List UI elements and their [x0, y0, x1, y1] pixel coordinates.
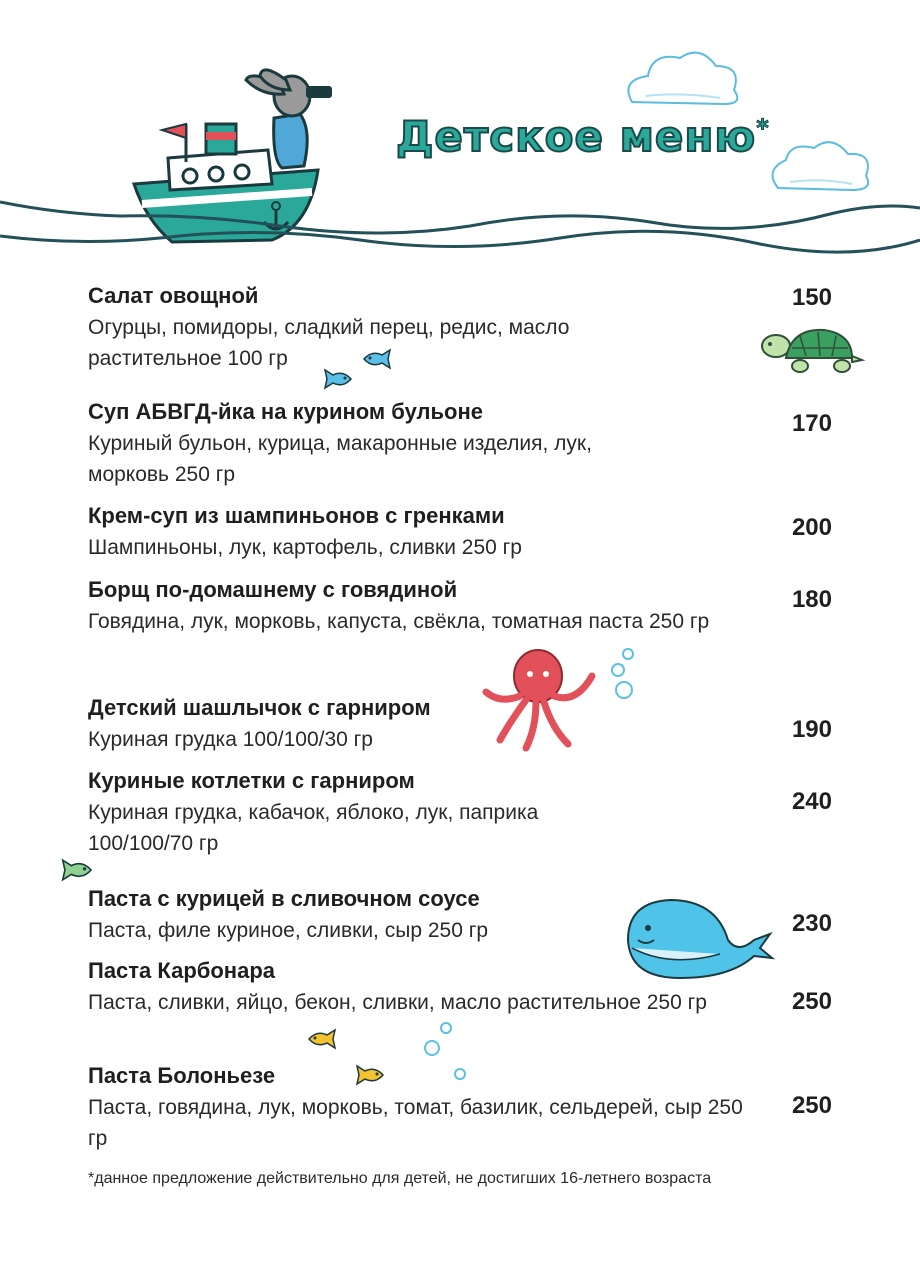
footnote: *данное предложение действительно для детей, не достигших 16-летнего возраста — [88, 1170, 712, 1187]
item-description: Куриный бульон, курица, макаронные изделия, лук, морковь 250 гр — [88, 432, 592, 486]
bubble-icon — [420, 1020, 468, 1084]
item-price: 230 — [791, 910, 832, 937]
item-name: Детский шашлычок с гарниром — [88, 695, 431, 720]
item-price: 150 — [791, 284, 832, 311]
item-description: Куриная грудка, кабачок, яблоко, лук, паприка 100/100/70 гр — [88, 801, 539, 855]
item-name: Паста Карбонара — [88, 958, 275, 983]
item-name: Паста Болоньезе — [88, 1063, 276, 1088]
fish-icon — [354, 1064, 388, 1086]
wave-line — [0, 202, 920, 233]
item-description: Говядина, лук, морковь, капуста, свёкла, томатная паста 250 гр — [88, 610, 710, 633]
cloud-icon — [773, 142, 869, 190]
item-name: Салат овощной — [88, 283, 259, 308]
fish-icon — [322, 368, 356, 390]
item-price: 250 — [791, 1092, 832, 1119]
item-price: 240 — [791, 788, 832, 815]
item-name: Борщ по-домашнему с говядиной — [88, 577, 458, 602]
item-price: 200 — [791, 514, 832, 541]
item-price: 170 — [791, 410, 832, 437]
item-price: 180 — [791, 586, 832, 613]
item-description: Куриная грудка 100/100/30 гр — [88, 728, 373, 751]
menu-item — [88, 280, 768, 374]
menu-item — [88, 692, 768, 755]
item-price: 250 — [791, 988, 832, 1015]
item-price: 190 — [791, 716, 832, 743]
item-name: Куриные котлетки с гарниром — [88, 768, 415, 793]
menu-item — [88, 574, 768, 637]
item-description: Шампиньоны, лук, картофель, сливки 250 гр — [88, 536, 522, 559]
menu-item — [88, 765, 768, 859]
page-title — [396, 112, 770, 161]
fish-icon — [60, 858, 96, 882]
fish-icon — [304, 1028, 338, 1050]
bubble-icon — [608, 644, 638, 704]
item-description: Огурцы, помидоры, сладкий перец, редис, масло растительное 100 гр — [88, 316, 570, 370]
item-description: Паста, сливки, яйцо, бекон, сливки, масло растительное 250 гр — [88, 991, 707, 1014]
item-description: Паста, говядина, лук, морковь, томат, базилик, сельдерей, сыр 250 гр — [88, 1096, 743, 1150]
wave-line — [0, 231, 920, 252]
octopus-icon — [480, 644, 600, 754]
fish-icon — [360, 348, 392, 370]
turtle-icon — [756, 322, 866, 378]
title-asterisk: * — [756, 114, 770, 142]
whale-icon — [620, 888, 776, 984]
menu-item — [88, 500, 768, 563]
item-description: Паста, филе куриное, сливки, сыр 250 гр — [88, 919, 489, 942]
menu-item — [88, 396, 768, 490]
title-text: Детское меню — [396, 112, 757, 161]
cloud-icon — [628, 53, 737, 104]
item-name: Суп АБВГД-йка на курином бульоне — [88, 399, 484, 424]
item-name: Крем-суп из шампиньонов с гренками — [88, 503, 505, 528]
item-name: Паста с курицей в сливочном соусе — [88, 886, 480, 911]
